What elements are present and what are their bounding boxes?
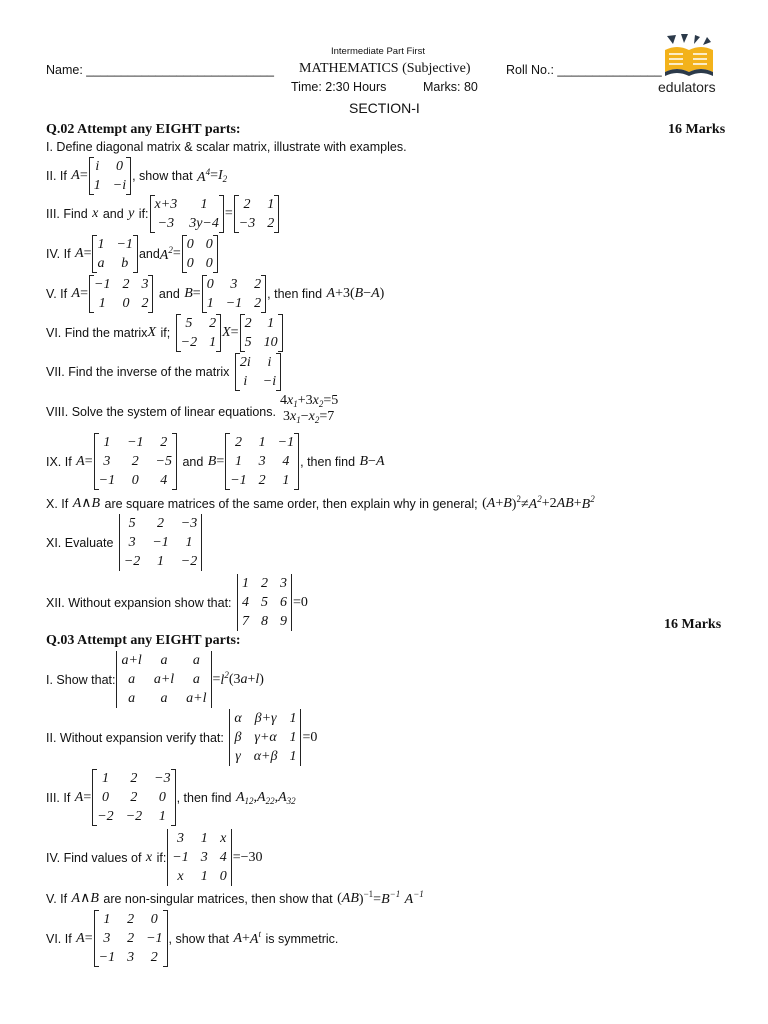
roll-no-label: Roll No.: _______________ [506, 63, 662, 77]
matrix-cell: 2 [127, 912, 135, 927]
q3-marks: 16 Marks [664, 617, 722, 632]
matrix-cell: a [192, 653, 200, 668]
matrix-cell: 0 [131, 473, 139, 488]
matrix-cell: 3 [103, 454, 111, 469]
equation-system: $4x_1+3x_2=5$ $3x_1-x_2=7$ [280, 393, 339, 425]
matrix-cell: 2 [130, 771, 138, 786]
matrix-cell: 3 [230, 277, 238, 292]
matrix-cell: i [267, 355, 272, 370]
matrix-q2-ii [89, 157, 131, 195]
logo-text: edulators [658, 79, 716, 95]
matrix-cell: −1 [127, 435, 144, 450]
matrix-cell: 4 [160, 473, 168, 488]
exam-marks: Marks: 80 [423, 80, 478, 94]
determinant-q3-iv [167, 829, 231, 886]
q2-part-11: XI. Evaluate 5 2 −3 3 −1 1 −2 1 −2 [46, 514, 203, 571]
q3-part-5: V. If A ∧ B are non-singular matrices, then show that ( AB )$^{-1}$= $B^{-1}$ $A^{-1}$ [46, 889, 424, 907]
q2-part-5: V. If A = −1 2 3 1 0 2 and B = 0 3 2 1 −1 2 , then find A +3( B − A ) [46, 277, 385, 311]
matrix-q2-ix-b [225, 433, 299, 490]
matrix-cell: β [234, 730, 242, 745]
q3-part-6: VI. If A = 1 2 0 3 2 −1 −1 3 2 , show that A + $A^t$ is symmetric. [46, 912, 339, 965]
matrix-cell: 0 [186, 237, 194, 252]
matrix-cell: a+l [121, 653, 142, 668]
matrix-q2-v-b [202, 275, 266, 313]
q2-part-3: III. Find x and y if: x+3 1 −3 3y−4 = 2 1 −3 2 [46, 195, 280, 233]
matrix-cell: 1 [289, 730, 297, 745]
matrix-cell: 1 [101, 771, 109, 786]
matrix-cell: −1 [230, 473, 247, 488]
q2-part-8: VIII. Solve the system of linear equations. [46, 405, 276, 419]
matrix-cell: −1 [116, 237, 133, 252]
matrix-cell: 2 [150, 950, 158, 965]
book-icon [655, 32, 725, 82]
matrix-cell: −1 [152, 535, 169, 550]
matrix-cell: 2 [258, 473, 266, 488]
matrix-cell: 2 [209, 316, 217, 331]
matrix-cell: −i [262, 374, 277, 389]
matrix-cell: γ [235, 749, 241, 764]
matrix-cell: 0 [205, 237, 213, 252]
matrix-cell: −5 [155, 454, 172, 469]
matrix-cell: 9 [279, 614, 287, 629]
matrix-cell: 5 [128, 516, 136, 531]
exam-time: Time: 2:30 Hours [291, 80, 387, 94]
matrix-cell: x [220, 831, 227, 846]
determinant-q2-xi [119, 514, 202, 571]
determinant-q2-xii [237, 574, 292, 631]
matrix-cell: 2 [267, 216, 275, 231]
name-field-label: Name: ___________________________ [46, 63, 274, 77]
q2-part-9: IX. If A = 1 −1 2 3 2 −5 −1 0 4 and B = 2 1 −1 1 3 4 −1 2 1 , then find B − A [46, 435, 385, 488]
matrix-cell: 1 [157, 554, 165, 569]
q2-part-6: VI. Find the matrix X if; 5 2 −2 1 X = 2 1 5 10 [46, 314, 284, 352]
matrix-cell: −3 [180, 516, 198, 531]
matrix-cell: −1 [277, 435, 295, 450]
matrix-cell: α+β [253, 749, 278, 764]
matrix-cell: 2i [239, 355, 251, 370]
matrix-cell: −3 [238, 216, 256, 231]
q3-part-3: III. If A = 1 2 −3 0 2 0 −2 −2 1 , then find $A_{12}$ , $A_{22}$ , $A_{32}$ [46, 771, 296, 824]
matrix-cell: 10 [263, 335, 278, 350]
matrix-cell: 1 [200, 869, 208, 884]
matrix-cell: 3 [200, 850, 208, 865]
matrix-q2-vi-a [176, 314, 221, 352]
matrix-cell: i [95, 159, 100, 174]
matrix-q2-iii-b [234, 195, 279, 233]
matrix-cell: −2 [180, 335, 198, 350]
matrix-q2-iv-b [182, 235, 218, 273]
q2-part-2: II. If A = i 0 1 −i , show that $A^4$ = $I_2$ [46, 159, 228, 193]
matrix-cell: 3 [177, 831, 185, 846]
matrix-cell: −1 [172, 850, 189, 865]
matrix-q2-iv-a [92, 235, 137, 273]
matrix-q2-iii-a [150, 195, 224, 233]
matrix-cell: 1 [97, 237, 105, 252]
determinant-q3-ii [229, 709, 301, 766]
matrix-cell: b [121, 256, 129, 271]
matrix-cell: 1 [267, 197, 275, 212]
q2-part-7: VII. Find the inverse of the matrix 2i i i −i [46, 353, 282, 391]
matrix-cell: −1 [225, 296, 243, 311]
matrix-cell: β+γ [254, 711, 277, 726]
matrix-cell: 0 [158, 790, 166, 805]
matrix-q3-iii [92, 769, 175, 826]
matrix-cell: 2 [157, 516, 165, 531]
matrix-cell: 4 [241, 595, 249, 610]
matrix-cell: 4 [219, 850, 227, 865]
matrix-cell: 1 [103, 435, 111, 450]
matrix-cell: 1 [234, 454, 242, 469]
matrix-cell: 5 [185, 316, 193, 331]
matrix-q2-vii [235, 353, 281, 391]
q2-marks: 16 Marks [668, 122, 726, 137]
matrix-cell: 1 [206, 296, 214, 311]
matrix-cell: 1 [241, 576, 249, 591]
matrix-cell: 1 [209, 335, 217, 350]
matrix-cell: 2 [260, 576, 268, 591]
matrix-cell: 0 [186, 256, 194, 271]
matrix-cell: −1 [146, 931, 163, 946]
q3-title: Q.03 Attempt any EIGHT parts: [46, 633, 241, 648]
matrix-cell: −3 [154, 771, 171, 786]
determinant-q3-i [116, 651, 211, 708]
matrix-cell: 0 [122, 296, 130, 311]
exam-level: Intermediate Part First [331, 46, 425, 57]
matrix-cell: 1 [267, 316, 275, 331]
matrix-cell: −i [112, 178, 127, 193]
matrix-cell: 4 [282, 454, 290, 469]
matrix-cell: 1 [289, 749, 297, 764]
matrix-cell: 1 [103, 912, 111, 927]
matrix-cell: 1 [289, 711, 297, 726]
matrix-cell: 1 [185, 535, 193, 550]
subject-title: MATHEMATICS (Subjective) [299, 61, 471, 76]
matrix-cell: a+l [186, 691, 207, 706]
matrix-cell: 2 [141, 296, 149, 311]
matrix-cell: α [234, 711, 242, 726]
matrix-cell: a [97, 256, 105, 271]
matrix-cell: 3 [128, 535, 136, 550]
matrix-cell: 8 [260, 614, 268, 629]
matrix-cell: a [128, 672, 136, 687]
matrix-cell: 3 [141, 277, 149, 292]
matrix-cell: 1 [200, 831, 208, 846]
matrix-cell: a [160, 653, 168, 668]
matrix-cell: 2 [160, 435, 168, 450]
matrix-cell: 1 [98, 296, 106, 311]
matrix-cell: −3 [157, 216, 175, 231]
matrix-cell: 0 [206, 277, 214, 292]
matrix-cell: 2 [234, 435, 242, 450]
matrix-cell: 2 [254, 277, 262, 292]
matrix-cell: 1 [158, 809, 166, 824]
matrix-cell: 2 [131, 454, 139, 469]
matrix-cell: a [192, 672, 200, 687]
matrix-cell: −1 [98, 950, 116, 965]
matrix-cell: 2 [254, 296, 262, 311]
q2-title: Q.02 Attempt any EIGHT parts: [46, 122, 241, 137]
matrix-cell: x+3 [154, 197, 178, 212]
matrix-cell: −2 [123, 554, 141, 569]
matrix-cell: i [243, 374, 248, 389]
matrix-cell: 3 [279, 576, 287, 591]
matrix-cell: −1 [98, 473, 116, 488]
matrix-q2-v-a [89, 275, 153, 313]
matrix-cell: a+l [153, 672, 175, 687]
q2-part-12: XII. Without expansion show that: 1 2 3 4 5 6 7 8 9 =0 [46, 576, 308, 629]
matrix-q2-vi-b [240, 314, 283, 352]
matrix-cell: 1 [258, 435, 266, 450]
q3-part-4: IV. Find values of x if: 3 1 x −1 3 4 x 1 0 =−30 [46, 831, 263, 884]
matrix-cell: −2 [125, 809, 143, 824]
q3-part-1: I. Show that: a+l a a a a+l a a a a+l = $l^2$ (3 a + l ) [46, 653, 264, 706]
matrix-cell: 3y−4 [189, 216, 219, 231]
matrix-cell: a [160, 691, 168, 706]
matrix-cell: 2 [127, 931, 135, 946]
matrix-cell: 2 [243, 197, 251, 212]
matrix-cell: 2 [244, 316, 252, 331]
matrix-cell: 0 [150, 912, 158, 927]
q2-part-1: I. Define diagonal matrix & scalar matrix, illustrate with examples. [46, 140, 407, 154]
matrix-cell: 0 [219, 869, 227, 884]
matrix-q2-ix-a [94, 433, 177, 490]
matrix-cell: x [177, 869, 184, 884]
q3-part-2: II. Without expansion verify that: α β+γ 1 β γ+α 1 γ α+β 1 =0 [46, 711, 318, 764]
matrix-cell: 1 [282, 473, 290, 488]
matrix-cell: −2 [97, 809, 114, 824]
matrix-q3-vi [94, 910, 168, 967]
section-title: SECTION-I [349, 100, 420, 116]
matrix-cell: 3 [127, 950, 135, 965]
matrix-cell: 0 [101, 790, 109, 805]
matrix-cell: 0 [205, 256, 213, 271]
q2-part-4: IV. If A = 1 −1 a b and $A^2$ = 0 0 0 0 [46, 235, 219, 273]
q2-part-10: X. If A ∧ B are square matrices of the same order, then explain why in general; ( A + B )$^2$≠ $A^2$ +2 AB + $B^2$ [46, 494, 595, 512]
matrix-cell: a [128, 691, 136, 706]
matrix-cell: 3 [258, 454, 266, 469]
matrix-cell: 1 [93, 178, 101, 193]
matrix-cell: 3 [103, 931, 111, 946]
edulators-logo [655, 32, 725, 94]
matrix-cell: 7 [241, 614, 249, 629]
matrix-cell: 2 [122, 277, 130, 292]
matrix-cell: 2 [130, 790, 138, 805]
matrix-cell: −1 [94, 277, 111, 292]
matrix-cell: −2 [180, 554, 198, 569]
matrix-cell: 1 [200, 197, 208, 212]
matrix-cell: 0 [115, 159, 123, 174]
matrix-cell: γ+α [254, 730, 277, 745]
matrix-cell: 5 [244, 335, 252, 350]
matrix-cell: 6 [279, 595, 287, 610]
matrix-cell: 5 [260, 595, 268, 610]
